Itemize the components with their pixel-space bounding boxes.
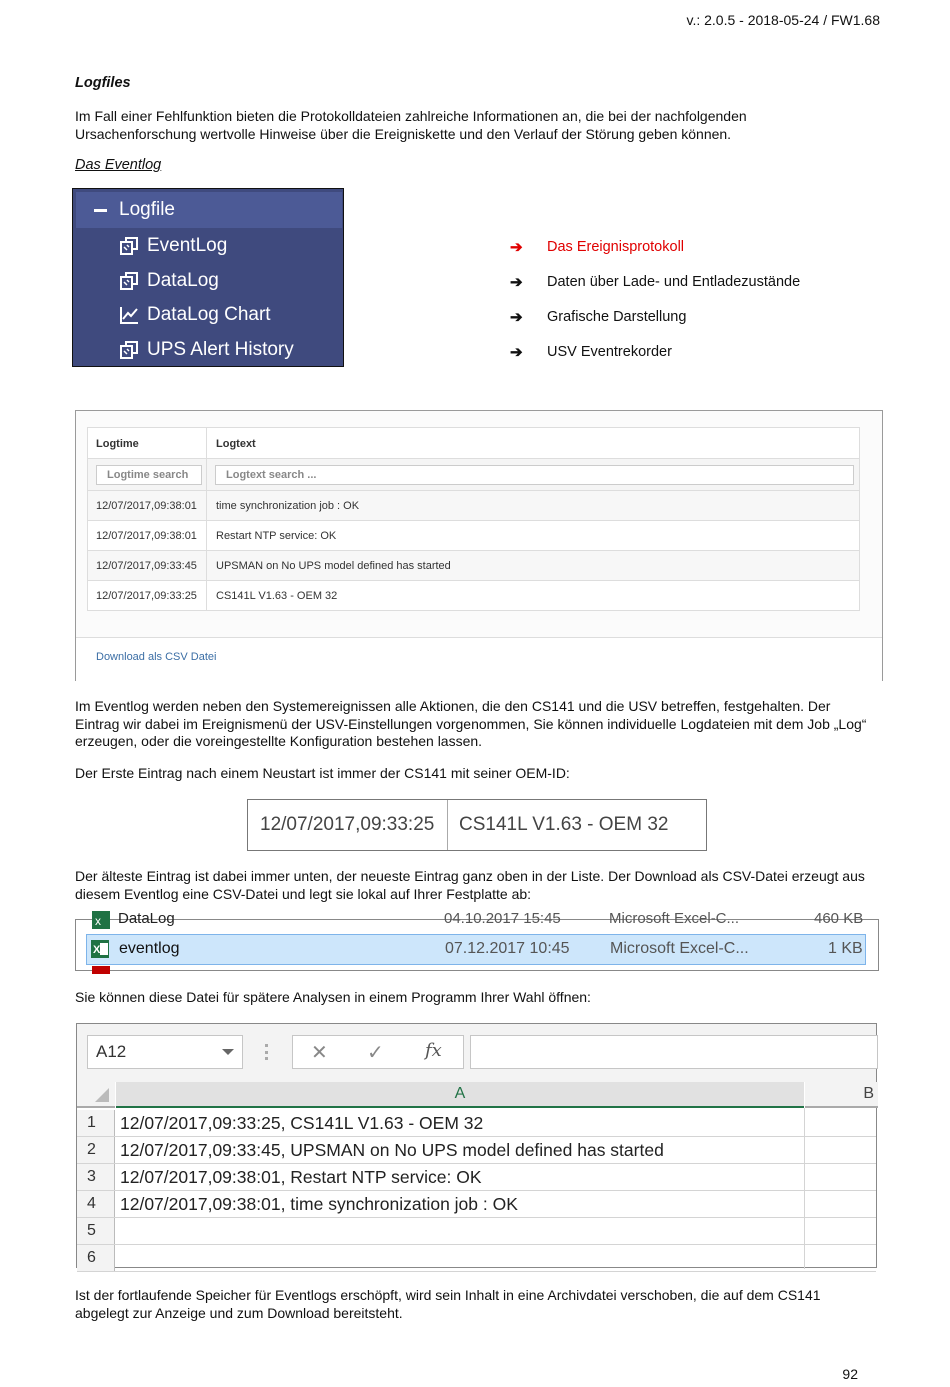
excel-file-icon — [92, 911, 110, 929]
copy-icon — [120, 272, 139, 290]
oem-entry-text: CS141L V1.63 - OEM 32 — [459, 814, 669, 835]
logfile-menu — [72, 188, 344, 367]
column-header-a[interactable]: A — [116, 1082, 804, 1108]
select-all-corner[interactable] — [77, 1082, 115, 1108]
drag-handle[interactable] — [265, 1044, 268, 1060]
column-header-logtime[interactable]: Logtime — [96, 438, 139, 450]
archive-paragraph — [75, 1287, 895, 1322]
menu-item-datalog[interactable] — [120, 266, 219, 296]
row-logtime: 12/07/2017,09:38:01 — [96, 530, 197, 542]
file-row-eventlog[interactable] — [86, 934, 866, 965]
row-logtext: time synchronization job : OK — [216, 500, 360, 512]
menu-item-label: UPS Alert History — [147, 339, 294, 360]
description-text: USV Eventrekorder — [547, 344, 672, 360]
description-ereignisprotokoll — [510, 237, 684, 257]
file-type: Microsoft Excel-C... — [609, 910, 740, 927]
svg-text:X: X — [93, 944, 101, 956]
column-header-logtext[interactable]: Logtext — [216, 438, 256, 450]
row-number[interactable]: 3 — [77, 1164, 115, 1190]
paragraph-line: Der älteste Eintrag ist dabei immer unten, der neueste Eintrag ganz oben in der Liste. Der Download als CSV-Datei erzeugt aus — [75, 868, 865, 884]
paragraph-line: abgelegt zur Anzeige und zum Download bereitsteht. — [75, 1304, 403, 1321]
file-size: 460 KB — [814, 910, 864, 927]
paragraph-line: diesem Eventlog eine CSV-Datei und legt sie lokal auf Ihrer Festplatte ab: — [75, 885, 532, 902]
cell-value[interactable]: 12/07/2017,09:38:01, time synchronization job : OK — [120, 1194, 518, 1214]
first-entry-paragraph: Der Erste Eintrag nach einem Neustart ist immer der CS141 mit seiner OEM-ID: — [75, 765, 570, 781]
name-box[interactable] — [87, 1035, 243, 1069]
logtime-search-input[interactable]: Logtime search — [96, 465, 202, 485]
table-row — [88, 581, 859, 611]
page-number: 92 — [842, 1366, 858, 1382]
menu-header-logfile[interactable] — [76, 192, 342, 228]
excel-file-icon — [91, 940, 109, 958]
eventlog-search-row — [88, 459, 859, 491]
order-paragraph — [75, 868, 905, 903]
cell-reference: A12 — [96, 1042, 127, 1061]
row-number[interactable]: 5 — [77, 1218, 115, 1244]
row-logtext: CS141L V1.63 - OEM 32 — [216, 590, 338, 602]
copy-icon — [120, 341, 139, 359]
row-logtext: Restart NTP service: OK — [216, 530, 337, 542]
line-chart-icon — [120, 306, 139, 324]
description-chart — [510, 307, 686, 327]
formula-bar — [77, 1024, 876, 1082]
cancel-icon[interactable]: ✕ — [311, 1042, 328, 1064]
sheet-row — [77, 1137, 876, 1164]
copy-icon — [120, 237, 139, 255]
cell-value[interactable]: 12/07/2017,09:38:01, Restart NTP service: OK — [120, 1167, 482, 1187]
cell-value[interactable]: 12/07/2017,09:33:45, UPSMAN on No UPS model defined has started — [120, 1140, 664, 1160]
table-row — [88, 551, 859, 581]
paragraph-line: Ist der fortlaufende Speicher für Eventlogs erschöpft, wird sein Inhalt in eine Archivdatei verschoben, die auf dem CS141 — [75, 1287, 821, 1303]
oem-entry-time: 12/07/2017,09:33:25 — [260, 814, 435, 835]
description-text: Daten über Lade- und Entladezustände — [547, 274, 801, 290]
sheet-row — [77, 1164, 876, 1191]
chevron-down-icon[interactable] — [222, 1049, 234, 1055]
file-name: eventlog — [119, 940, 180, 957]
row-logtime: 12/07/2017,09:33:25 — [96, 590, 197, 602]
formula-input[interactable] — [470, 1035, 878, 1069]
menu-item-datalog-chart[interactable] — [120, 300, 271, 330]
file-date: 04.10.2017 15:45 — [444, 910, 561, 927]
check-icon[interactable]: ✓ — [367, 1042, 384, 1064]
menu-item-label: EventLog — [147, 235, 228, 256]
description-text: Grafische Darstellung — [547, 309, 687, 325]
version-header: v.: 2.0.5 - 2018-05-24 / FW1.68 — [686, 12, 880, 28]
arrow-icon: ➔ — [510, 274, 523, 291]
eventlog-footer — [76, 637, 882, 681]
description-alert-history — [510, 342, 672, 362]
section-title: Logfiles — [75, 75, 131, 91]
oem-entry-screenshot — [247, 799, 707, 851]
row-logtext: UPSMAN on No UPS model defined has started — [216, 560, 451, 572]
sheet-row — [77, 1218, 876, 1245]
cell-value[interactable]: 12/07/2017,09:33:25, CS141L V1.63 - OEM 32 — [120, 1113, 484, 1133]
description-text: Das Ereignisprotokoll — [547, 239, 685, 255]
excel-screenshot — [76, 1023, 877, 1268]
column-header-b[interactable]: B — [805, 1082, 878, 1108]
intro-paragraph — [75, 108, 895, 143]
arrow-icon: ➔ — [510, 309, 523, 326]
intro-line: Ursachenforschung wertvolle Hinweise über die Ereigniskette und den Verlauf der Störung geben können. — [75, 125, 732, 142]
row-number[interactable]: 4 — [77, 1191, 115, 1217]
row-number[interactable]: 6 — [77, 1245, 115, 1271]
eventlog-paragraph — [75, 698, 905, 751]
table-row — [88, 521, 859, 551]
file-row-datalog[interactable] — [76, 911, 878, 929]
function-icon[interactable]: fx — [425, 1040, 442, 1061]
formula-buttons — [292, 1035, 464, 1069]
file-type: Microsoft Excel-C... — [610, 940, 749, 957]
eventlog-screenshot — [75, 410, 883, 681]
menu-item-label: DataLog Chart — [147, 304, 271, 325]
sheet-row — [77, 1191, 876, 1218]
file-date: 07.12.2017 10:45 — [445, 940, 570, 957]
eventlog-table — [87, 427, 860, 611]
eventlog-table-header — [88, 428, 859, 459]
open-file-paragraph: Sie können diese Datei für spätere Analysen in einem Programm Ihrer Wahl öffnen: — [75, 989, 591, 1005]
sheet-row — [77, 1110, 876, 1137]
description-datalog — [510, 272, 800, 292]
svg-text:x: x — [95, 914, 101, 928]
arrow-icon: ➔ — [510, 239, 523, 256]
arrow-icon: ➔ — [510, 344, 523, 361]
paragraph-line: erzeugen, oder die voreingestellte Konfiguration bestehen lassen. — [75, 733, 483, 749]
row-logtime: 12/07/2017,09:38:01 — [96, 500, 197, 512]
logtext-search-input[interactable]: Logtext search ... — [215, 465, 854, 485]
file-size: 1 KB — [828, 940, 863, 957]
paragraph-line: Eintrag wir dabei im Ereignismenü der USV-Einstellungen vorgenommen, Sie können individuelle Logdateien mit dem Job „Log“ — [75, 715, 867, 732]
row-number[interactable]: 2 — [77, 1137, 115, 1163]
menu-item-eventlog[interactable] — [120, 231, 227, 261]
table-row — [88, 491, 859, 521]
menu-item-label: DataLog — [147, 270, 219, 291]
intro-line: Im Fall einer Fehlfunktion bieten die Protokolldateien zahlreiche Informationen an, die bei der nachfolgenden — [75, 108, 747, 124]
subheading-eventlog: Das Eventlog — [75, 157, 162, 173]
menu-header-label: Logfile — [119, 199, 175, 220]
row-number[interactable]: 1 — [77, 1110, 115, 1136]
file-icon-partial — [92, 966, 110, 974]
file-name: DataLog — [118, 910, 175, 927]
minus-icon — [94, 209, 107, 212]
menu-item-ups-alert-history[interactable] — [120, 335, 294, 365]
paragraph-line: Im Eventlog werden neben den Systemereignissen alle Aktionen, die den CS141 und die USV betreffen, festgehalten. Der — [75, 698, 831, 714]
sheet-row — [77, 1245, 876, 1272]
row-logtime: 12/07/2017,09:33:45 — [96, 560, 197, 572]
download-csv-link[interactable]: Download als CSV Datei — [96, 651, 217, 663]
file-explorer-screenshot — [75, 910, 879, 971]
